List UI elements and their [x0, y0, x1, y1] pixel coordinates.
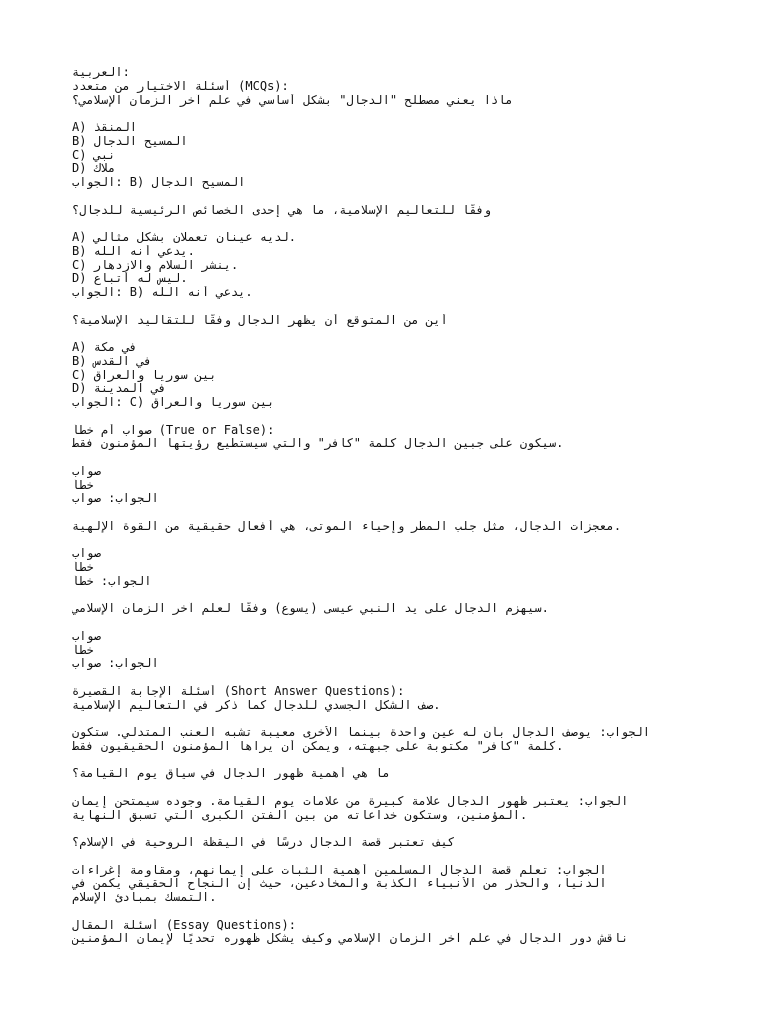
blank-line — [72, 451, 702, 465]
blank-line — [72, 300, 702, 314]
text-line: معجزات الدجال، مثل جلب المطر وإحياء الموتى، هي أفعال حقيقية من القوة الإلهية. — [72, 519, 622, 533]
blank-line — [72, 671, 702, 685]
text-line: الجواب: يعتبر ظهور الدجال علامة كبيرة من علامات يوم القيامة. وجوده سيمتحن إيمان — [72, 794, 629, 808]
blank-line — [72, 616, 702, 630]
text-line: أسئلة الإجابة القصيرة (Short Answer Questions): — [72, 684, 405, 698]
text-line: الجواب: صواب — [72, 657, 159, 671]
text-line: A) لديه عينان تعملان بشكل مثالي. — [72, 231, 296, 244]
document-text — [72, 66, 702, 946]
text-line: صواب — [72, 464, 101, 478]
text-line: كيف تعتبر قصة الدجال درسًا في اليقظة الروحية في الإسلام؟ — [72, 836, 455, 849]
text-line: سيهزم الدجال على يد النبي عيسى (يسوع) وفقًا لعلم آخر الزمان الإسلامي. — [72, 602, 549, 616]
text-line: ماذا يعني مصطلح "الدجال" بشكل أساسي في علم آخر الزمان الإسلامي؟ — [72, 93, 513, 107]
text-line: الجواب: يوصف الدجال بأن له عين واحدة بينما الأخرى معيبة تشبه العنب المتدلي. ستكون — [72, 726, 650, 739]
blank-line — [72, 534, 702, 548]
text-line: الجواب: تعلم قصة الدجال المسلمين أهمية الثبات على إيمانهم، ومقاومة إغراءات — [72, 863, 607, 877]
text-line: B) المسيح الدجال — [72, 134, 188, 148]
text-line: B) يدعي أنه الله. — [72, 244, 195, 258]
text-line: صف الشكل الجسدي للدجال كما ذكر في التعاليم الإسلامية. — [72, 698, 441, 712]
blank-line — [72, 712, 702, 726]
text-line: A) المنقذ — [72, 121, 138, 134]
text-line: صواب — [72, 547, 101, 561]
blank-line — [72, 327, 702, 341]
text-line: C) ينشر السلام والازدهار. — [72, 258, 239, 272]
text-line: العربية: — [72, 66, 130, 79]
text-line: الجواب: خطأ — [72, 574, 152, 588]
blank-line — [72, 107, 702, 121]
text-line: الجواب: B) يدعي أنه الله. — [72, 286, 253, 299]
blank-line — [72, 217, 702, 231]
text-line: المؤمنين، وستكون خداعاته من بين الفتن الكبرى التي تسبق النهاية. — [72, 808, 528, 822]
blank-line — [72, 190, 702, 204]
text-line: خطأ — [72, 561, 94, 574]
text-line: سيكون على جبين الدجال كلمة "كافر" والتي سيستطيع رؤيتها المؤمنون فقط. — [72, 437, 564, 451]
text-line: كلمة "كافر" مكتوبة على جبهته، ويمكن أن يراها المؤمنون الحقيقيون فقط. — [72, 739, 564, 753]
blank-line — [72, 850, 702, 864]
text-line: D) ملاك — [72, 162, 116, 176]
text-line: ما هي أهمية ظهور الدجال في سياق يوم القيامة؟ — [72, 767, 390, 781]
text-line: ناقش دور الدجال في علم آخر الزمان الإسلامي وكيف يشكل ظهوره تحديًا لإيمان المؤمنين — [72, 932, 629, 946]
text-line: الدنيا، والحذر من الأنبياء الكذبة والمخادعين، حيث إن النجاح الحقيقي يكمن في — [72, 877, 607, 891]
text-line: خطأ — [72, 643, 94, 657]
blank-line — [72, 754, 702, 768]
text-line: A) في مكة — [72, 341, 138, 354]
text-line: B) في القدس — [72, 354, 152, 368]
text-line: صواب أم خطأ (True or False): — [72, 423, 275, 437]
text-line: أين من المتوقع أن يظهر الدجال وفقًا للتقاليد الإسلامية؟ — [72, 313, 448, 327]
text-line: C) نبي — [72, 148, 116, 162]
text-line: D) ليس له أتباع. — [72, 272, 188, 286]
text-line: خطأ — [72, 478, 94, 492]
blank-line — [72, 822, 702, 836]
text-line: التمسك بمبادئ الإسلام. — [72, 891, 217, 904]
text-line: الجواب: صواب — [72, 492, 159, 506]
text-line: D) في المدينة — [72, 382, 166, 396]
blank-line — [72, 506, 702, 520]
text-line: الجواب: B) المسيح الدجال — [72, 176, 246, 189]
blank-line — [72, 589, 702, 603]
text-line: وفقًا للتعاليم الإسلامية، ما هي إحدى الخصائص الرئيسية للدجال؟ — [72, 203, 492, 217]
text-line: أسئلة الاختيار من متعدد (MCQs): — [72, 79, 289, 93]
text-line: أسئلة المقال (Essay Questions): — [72, 918, 296, 932]
blank-line — [72, 905, 702, 919]
blank-line — [72, 410, 702, 424]
text-line: الجواب: C) بين سوريا والعراق — [72, 396, 275, 409]
text-line: صواب — [72, 629, 101, 643]
text-line: C) بين سوريا والعراق — [72, 368, 217, 382]
blank-line — [72, 781, 702, 795]
